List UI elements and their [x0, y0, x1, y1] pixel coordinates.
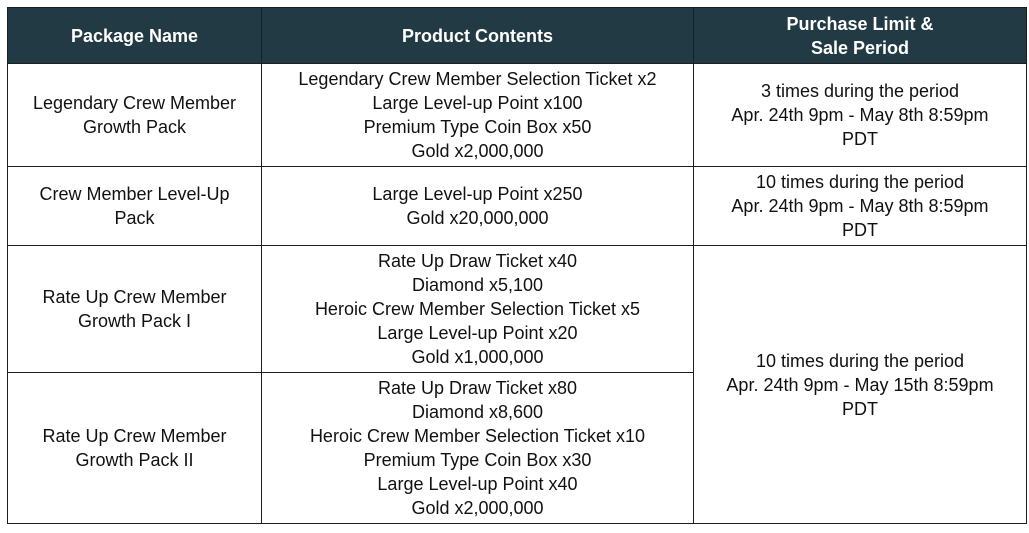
package-name-line2: Growth Pack	[82, 117, 187, 137]
content-item: Large Level-up Point x250	[372, 184, 583, 204]
product-contents-cell	[262, 373, 694, 524]
package-name-cell	[8, 167, 262, 246]
header-package-name	[8, 8, 262, 64]
table-row	[8, 64, 1027, 167]
limit-period: Apr. 24th 9pm - May 8th 8:59pm	[731, 105, 989, 125]
content-item: Large Level-up Point x40	[377, 474, 578, 494]
content-item: Gold x2,000,000	[411, 141, 544, 161]
content-item: Large Level-up Point x20	[377, 323, 578, 343]
package-name-cell	[8, 64, 262, 167]
content-item: Heroic Crew Member Selection Ticket x10	[309, 426, 646, 446]
header-purchase-limit-line1: Purchase Limit &	[786, 13, 934, 34]
product-contents-cell	[262, 246, 694, 373]
content-item: Rate Up Draw Ticket x80	[377, 378, 578, 398]
content-item: Gold x2,000,000	[411, 498, 544, 518]
product-contents-cell	[262, 64, 694, 167]
header-package-name-label: Package Name	[70, 25, 199, 46]
content-item: Legendary Crew Member Selection Ticket x2	[298, 69, 657, 89]
content-item: Rate Up Draw Ticket x40	[377, 251, 578, 271]
package-name-line2: Growth Pack II	[75, 450, 194, 470]
content-item: Gold x20,000,000	[406, 208, 549, 228]
package-name-cell	[8, 373, 262, 524]
purchase-limit-cell	[694, 167, 1027, 246]
header-product-contents-label: Product Contents	[402, 25, 553, 46]
purchase-limit-cell	[694, 64, 1027, 167]
limit-timezone: PDT	[842, 129, 878, 149]
content-item: Premium Type Coin Box x50	[363, 117, 592, 137]
package-name-line2: Growth Pack I	[77, 311, 192, 331]
limit-period: Apr. 24th 9pm - May 8th 8:59pm	[731, 196, 989, 216]
product-contents-cell	[262, 167, 694, 246]
content-item: Diamond x8,600	[411, 402, 544, 422]
header-product-contents	[262, 8, 694, 64]
header-row	[8, 8, 1027, 64]
content-item: Large Level-up Point x100	[372, 93, 583, 113]
limit-count: 10 times during the period	[755, 350, 965, 371]
limit-count: 10 times during the period	[755, 172, 965, 192]
package-name-line1: Rate Up Crew Member	[42, 287, 227, 307]
content-item: Heroic Crew Member Selection Ticket x5	[314, 299, 641, 319]
table-row	[8, 246, 1027, 373]
header-purchase-limit-line2: Sale Period	[810, 37, 910, 58]
packages-table	[7, 7, 1027, 524]
content-item: Diamond x5,100	[411, 275, 544, 295]
limit-timezone: PDT	[842, 398, 878, 419]
purchase-limit-cell-merged	[694, 246, 1027, 524]
package-name-line1: Rate Up Crew Member	[42, 426, 227, 446]
package-name-line1: Crew Member Level-Up	[39, 184, 230, 204]
header-purchase-limit	[694, 8, 1027, 64]
content-item: Premium Type Coin Box x30	[363, 450, 592, 470]
table-row	[8, 167, 1027, 246]
package-name-line1: Legendary Crew Member	[32, 93, 237, 113]
limit-count: 3 times during the period	[760, 81, 960, 101]
package-name-line2: Pack	[114, 208, 155, 228]
package-name-cell	[8, 246, 262, 373]
limit-period: Apr. 24th 9pm - May 15th 8:59pm	[726, 374, 994, 395]
limit-timezone: PDT	[842, 220, 878, 240]
content-item: Gold x1,000,000	[411, 347, 544, 367]
